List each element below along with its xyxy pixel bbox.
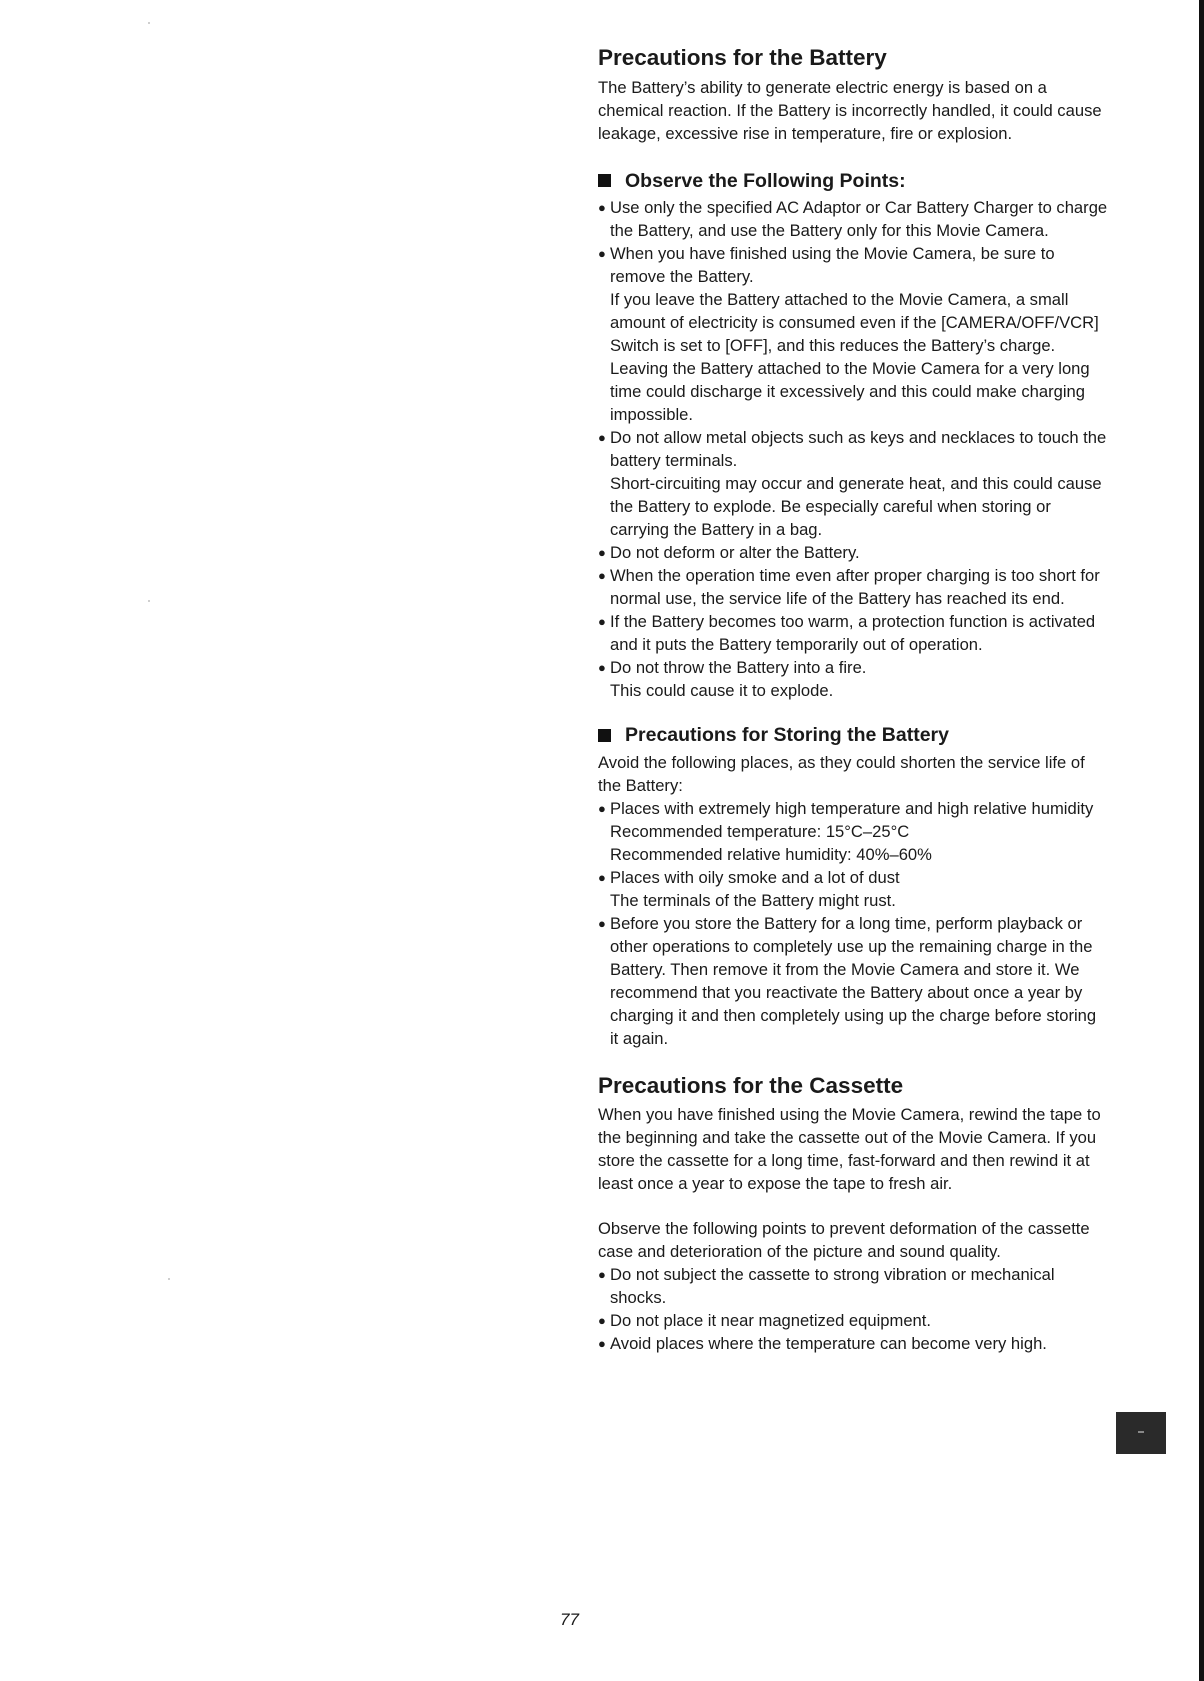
list-item: ● Before you store the Battery for a long time, perform playback or other operations to completely use up the remaining charge in the Battery. Then remove it from the Movie Camera and store it. We recommend that you reactivate the Battery about once a year by charging it and then completely using up the charge before storing it again. bbox=[598, 913, 1097, 1048]
cassette-intro: When you have finished using the Movie Camera, rewind the tape to the beginning and take the cassette out of the Movie Camera. If you store the cassette for a long time, fast-forward and then rewind it at least once a year to expose the tape to fresh air. bbox=[598, 1105, 1101, 1194]
list-item: ● If the Battery becomes too warm, a protection function is activated and it puts the Battery temporarily out of operation. bbox=[598, 612, 1096, 655]
square-bullet-icon bbox=[598, 174, 611, 187]
observe-heading-text: Observe the Following Points: bbox=[625, 169, 906, 192]
bullet-icon: ● bbox=[598, 1267, 606, 1283]
bullet-icon: ● bbox=[598, 1336, 606, 1352]
bullet-icon: ● bbox=[598, 660, 606, 676]
list-item-note: This could cause it to explode. bbox=[610, 681, 834, 701]
list-item: ● Do not throw the Battery into a fire. This could cause it to explode. bbox=[598, 656, 1108, 702]
bullet-icon: ● bbox=[598, 1313, 606, 1329]
cassette-heading: Precautions for the Cassette bbox=[598, 1072, 904, 1098]
page-content bbox=[598, 46, 1108, 1355]
storing-heading bbox=[598, 724, 1108, 746]
list-item-note: Recommended relative humidity: 40%–60% bbox=[610, 844, 932, 864]
bullet-icon: ● bbox=[598, 568, 606, 584]
bullet-icon: ● bbox=[598, 869, 606, 885]
list-item-note: The terminals of the Battery might rust. bbox=[610, 890, 896, 910]
list-item: ● Avoid places where the temperature can become very high. bbox=[598, 1334, 1047, 1354]
list-item: ● Use only the specified AC Adaptor or Car Battery Charger to charge the Battery, and use the Battery only for this Movie Camera. bbox=[598, 198, 1108, 241]
page-edge bbox=[1199, 0, 1204, 1681]
scan-speck bbox=[148, 22, 150, 24]
bullet-icon: ● bbox=[598, 430, 606, 446]
page-number: 77 bbox=[560, 1610, 579, 1629]
storing-list bbox=[598, 797, 1108, 1050]
list-item: ● Do not deform or alter the Battery. bbox=[598, 543, 860, 563]
list-item-note: Short-circuiting may occur and generate heat, and this could cause the Battery to explode. Be especially careful when storing or carrying the Battery in a bag. bbox=[610, 474, 1102, 540]
tab-mark bbox=[1138, 1431, 1144, 1433]
list-item: ● Do not subject the cassette to strong vibration or mechanical shocks. bbox=[598, 1265, 1055, 1308]
list-item-note: Recommended temperature: 15°C–25°C bbox=[610, 821, 910, 841]
list-item: ● When the operation time even after proper charging is too short for normal use, the service life of the Battery has reached its end. bbox=[598, 566, 1100, 609]
bullet-icon: ● bbox=[598, 200, 606, 216]
cassette-list bbox=[598, 1263, 1108, 1355]
scan-speck bbox=[168, 1278, 170, 1280]
bullet-icon: ● bbox=[598, 246, 606, 262]
observe-heading bbox=[598, 170, 1108, 192]
bullet-icon: ● bbox=[598, 800, 606, 816]
square-bullet-icon bbox=[598, 729, 611, 742]
observe-list bbox=[598, 196, 1108, 702]
list-item: ● Places with oily smoke and a lot of dust The terminals of the Battery might rust. bbox=[598, 866, 1108, 912]
storing-intro: Avoid the following places, as they could shorten the service life of the Battery: bbox=[598, 752, 1085, 795]
section-tab-marker bbox=[1116, 1412, 1166, 1454]
bullet-icon: ● bbox=[598, 915, 606, 931]
bullet-icon: ● bbox=[598, 614, 606, 630]
storing-heading-text: Precautions for Storing the Battery bbox=[625, 724, 949, 747]
list-item: ● Places with extremely high temperature and high relative humidity Recommended temperature: 15°C–25°C Recommended relative humidity: 40%–60% bbox=[598, 797, 1108, 866]
list-item: ● When you have finished using the Movie Camera, be sure to remove the Battery. If you leave the Battery attached to the Movie Camera, a small amount of electricity is consumed even if the [CAMERA/OFF/VCR] Switch is set to [OFF], and this reduces the Battery’s charge. Leaving the Battery attached to the Movie Camera for a very long time could discharge it excessively and this could make charging impossible. bbox=[598, 242, 1108, 426]
bullet-icon: ● bbox=[598, 545, 606, 561]
battery-intro: The Battery’s ability to generate electric energy is based on a chemical reaction. If the Battery is incorrectly handled, it could cause leakage, excessive rise in temperature, fire or explosion. bbox=[598, 77, 1102, 143]
list-item: ● Do not allow metal objects such as keys and necklaces to touch the battery terminals. Short-circuiting may occur and generate heat, and this could cause the Battery to explode. Be especially careful when storing or carrying the Battery in a bag. bbox=[598, 428, 1107, 540]
list-item-note: If you leave the Battery attached to the Movie Camera, a small amount of electricity is consumed even if the [CAMERA/OFF/VCR] Switch is set to [OFF], and this reduces the Battery’s charge. Leaving the Battery attached to the Movie Camera for a very long time could discharge it excessively and this could make charging impossible. bbox=[610, 290, 1099, 425]
scan-speck bbox=[148, 600, 150, 602]
battery-heading: Precautions for the Battery bbox=[598, 45, 887, 70]
list-item: ● Do not place it near magnetized equipment. bbox=[598, 1311, 932, 1331]
cassette-intro-2: Observe the following points to prevent deformation of the cassette case and deterioration of the picture and sound quality. bbox=[598, 1219, 1090, 1262]
